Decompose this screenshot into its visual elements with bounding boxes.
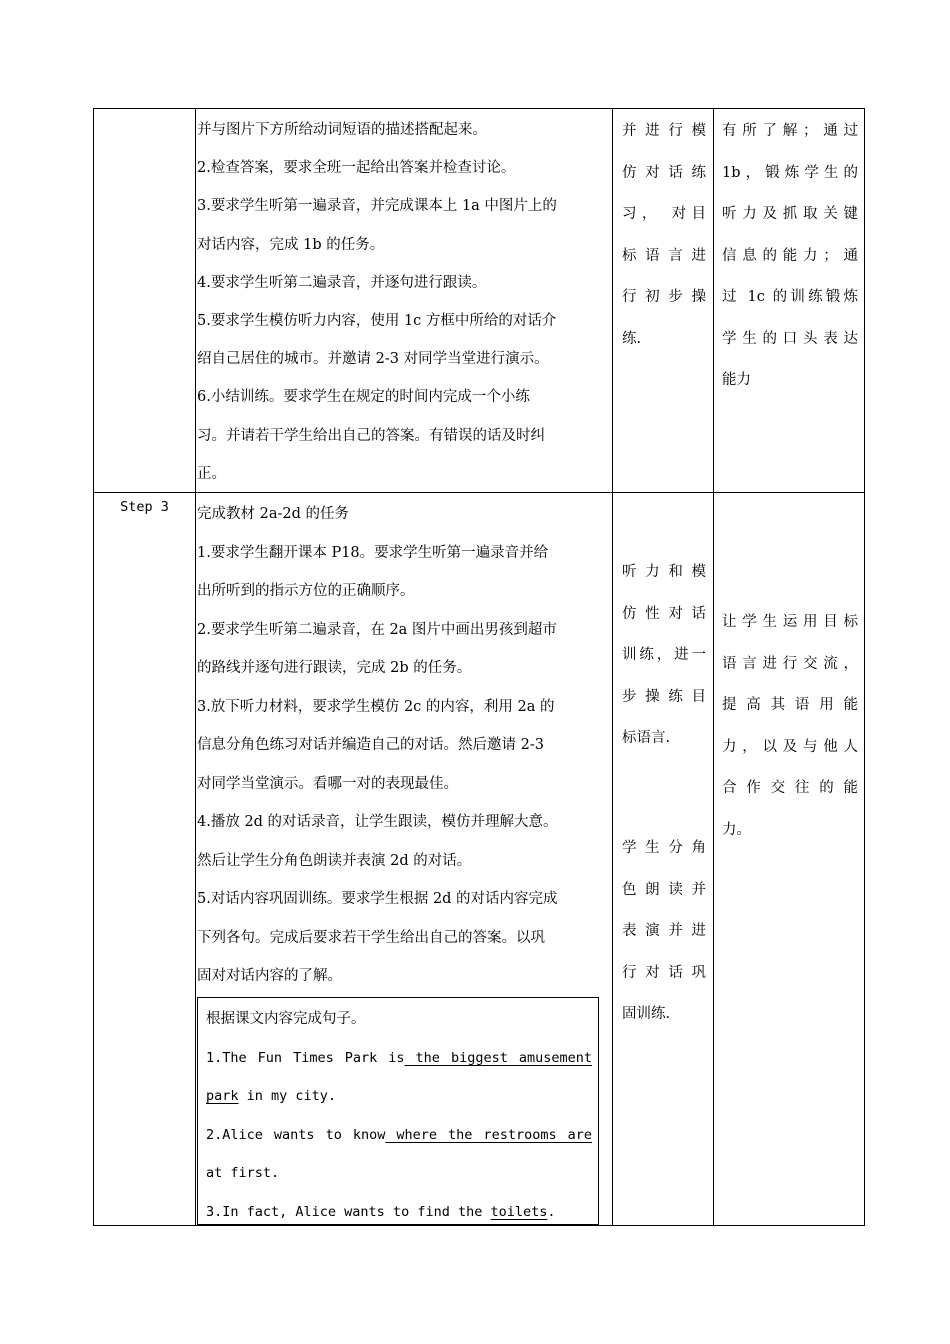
text-line: 过 1c 的训练锻炼 (722, 289, 858, 305)
text-line: 3.要求学生听第一遍录音，并完成课本上 1a 中图片上的 (197, 198, 557, 215)
text-line: 并进行模 (622, 123, 706, 139)
text-line: 标语言进 (622, 247, 706, 264)
top-row-purpose (722, 111, 858, 402)
text-line: 然后让学生分角色朗读并表演 2d 的对话。 (197, 852, 472, 869)
text-line: 有所了解；通过 (722, 123, 858, 139)
answer-blank: park (206, 1088, 239, 1104)
step3-purpose (722, 602, 858, 851)
exercise-content (206, 1000, 592, 1231)
text-line: 绍自己居住的城市。并邀请 2-3 对同学当堂进行演示。 (197, 351, 549, 368)
answer-blank: toilets (490, 1203, 548, 1220)
text-line: 习。并请若干学生给出自己的答案。有错误的话及时纠 (197, 427, 545, 444)
answer-blank: where the restrooms are (385, 1126, 592, 1143)
exercise-box (197, 997, 599, 1225)
text-line: 信息的能力；通 (722, 247, 858, 264)
sentence-text: 3.In fact, Alice wants to find the (206, 1203, 491, 1220)
text-line: 训练，进一 (622, 647, 706, 663)
exercise-sentence-3 (206, 1193, 592, 1232)
text-line: 对话内容，完成 1b 的任务。 (197, 236, 385, 253)
text-line: 2.检查答案，要求全班一起给出答案并检查讨论。 (197, 160, 516, 177)
text-line: 步操练目 (622, 688, 706, 705)
text-line: 正。 (197, 465, 226, 482)
text-line: 的路线并逐句进行跟读，完成 2b 的任务。 (197, 660, 472, 676)
step-label: Step 3 (120, 499, 169, 515)
column-divider-3 (713, 109, 714, 1225)
text-line: 下列各句。完成后要求若干学生给出自己的答案。以巩 (197, 929, 545, 946)
text-line: 听力和模 (622, 564, 706, 580)
text-line: 3.放下听力材料，要求学生模仿 2c 的内容，利用 2a 的 (197, 698, 555, 715)
top-row-procedure (197, 111, 605, 493)
exercise-sentence-1 (206, 1039, 592, 1078)
sentence-text: in my city. (238, 1088, 337, 1104)
text-line: 力，以及与他人 (722, 738, 858, 755)
exercise-sentence-1-cont (206, 1077, 592, 1116)
text-line: 行初步操 (622, 289, 706, 305)
text-line: 5.要求学生模仿听力内容，使用 1c 方框中所给的对话介 (197, 313, 557, 330)
text-line: 学生分角 (622, 840, 706, 856)
answer-blank: the biggest amusement (404, 1049, 593, 1066)
text-line: 完成教材 2a-2d 的任务 (197, 506, 349, 522)
text-line: 语言进行交流， (722, 655, 858, 672)
text-line: 合作交往的能 (722, 780, 858, 796)
text-line: 固训练. (622, 1006, 671, 1022)
text-line: 4.播放 2d 的对话录音，让学生跟读，模仿并理解大意。 (197, 814, 558, 830)
text-line: 标语言. (622, 730, 671, 746)
text-line: 让学生运用目标 (722, 614, 858, 630)
text-line: 行对话巩 (622, 964, 706, 981)
text-line: 出所听到的指示方位的正确顺序。 (197, 583, 415, 599)
text-line: 信息分角色练习对话并编造自己的对话。然后邀请 2-3 (197, 737, 544, 753)
text-line: 提高其语用能 (722, 697, 858, 713)
text-line: 练. (622, 330, 642, 347)
step3-activity-a (622, 552, 706, 760)
lesson-plan-table (93, 108, 865, 1226)
exercise-sentence-2 (206, 1116, 592, 1155)
text-line: 仿对话练 (622, 164, 706, 181)
text-line: 习， 对目 (622, 206, 706, 222)
text-line: 4.要求学生听第二遍录音，并逐句进行跟读。 (197, 274, 487, 291)
text-line: 对同学当堂演示。看哪一对的表现最佳。 (197, 775, 458, 792)
sentence-text: 1.The Fun Times Park is (206, 1049, 405, 1066)
step3-procedure (197, 495, 605, 996)
text-line: 1.要求学生翻开课本 P18。要求学生听第一遍录音并给 (197, 544, 549, 561)
text-line: 力。 (722, 821, 751, 838)
text-line: 1b，锻炼学生的 (722, 164, 858, 181)
text-line: 6.小结训练。要求学生在规定的时间内完成一个小练 (197, 389, 530, 406)
column-divider-1 (195, 109, 196, 1225)
top-row-activity (622, 111, 706, 360)
column-divider-2 (612, 109, 613, 1225)
text-line: 固对对话内容的了解。 (197, 968, 342, 984)
text-line: 学生的口头表达 (722, 330, 858, 347)
text-line: 仿性对话 (622, 605, 706, 622)
text-line: 5.对话内容巩固训练。要求学生根据 2d 的对话内容完成 (197, 891, 558, 907)
exercise-sentence-2-cont: at first. (206, 1165, 280, 1181)
text-line: 能力 (722, 372, 751, 388)
text-line: 2.要求学生听第二遍录音，在 2a 图片中画出男孩到超市 (197, 621, 557, 638)
step3-activity-b (622, 828, 706, 1036)
text-line: 表演并进 (622, 923, 706, 939)
exercise-title: 根据课文内容完成句子。 (206, 1011, 366, 1027)
sentence-text: 2.Alice wants to know (206, 1126, 386, 1143)
sentence-text: . (547, 1203, 556, 1220)
text-line: 并与图片下方所给动词短语的描述搭配起来。 (197, 122, 487, 138)
text-line: 听力及抓取关键 (722, 206, 858, 222)
text-line: 色朗读并 (622, 881, 706, 898)
